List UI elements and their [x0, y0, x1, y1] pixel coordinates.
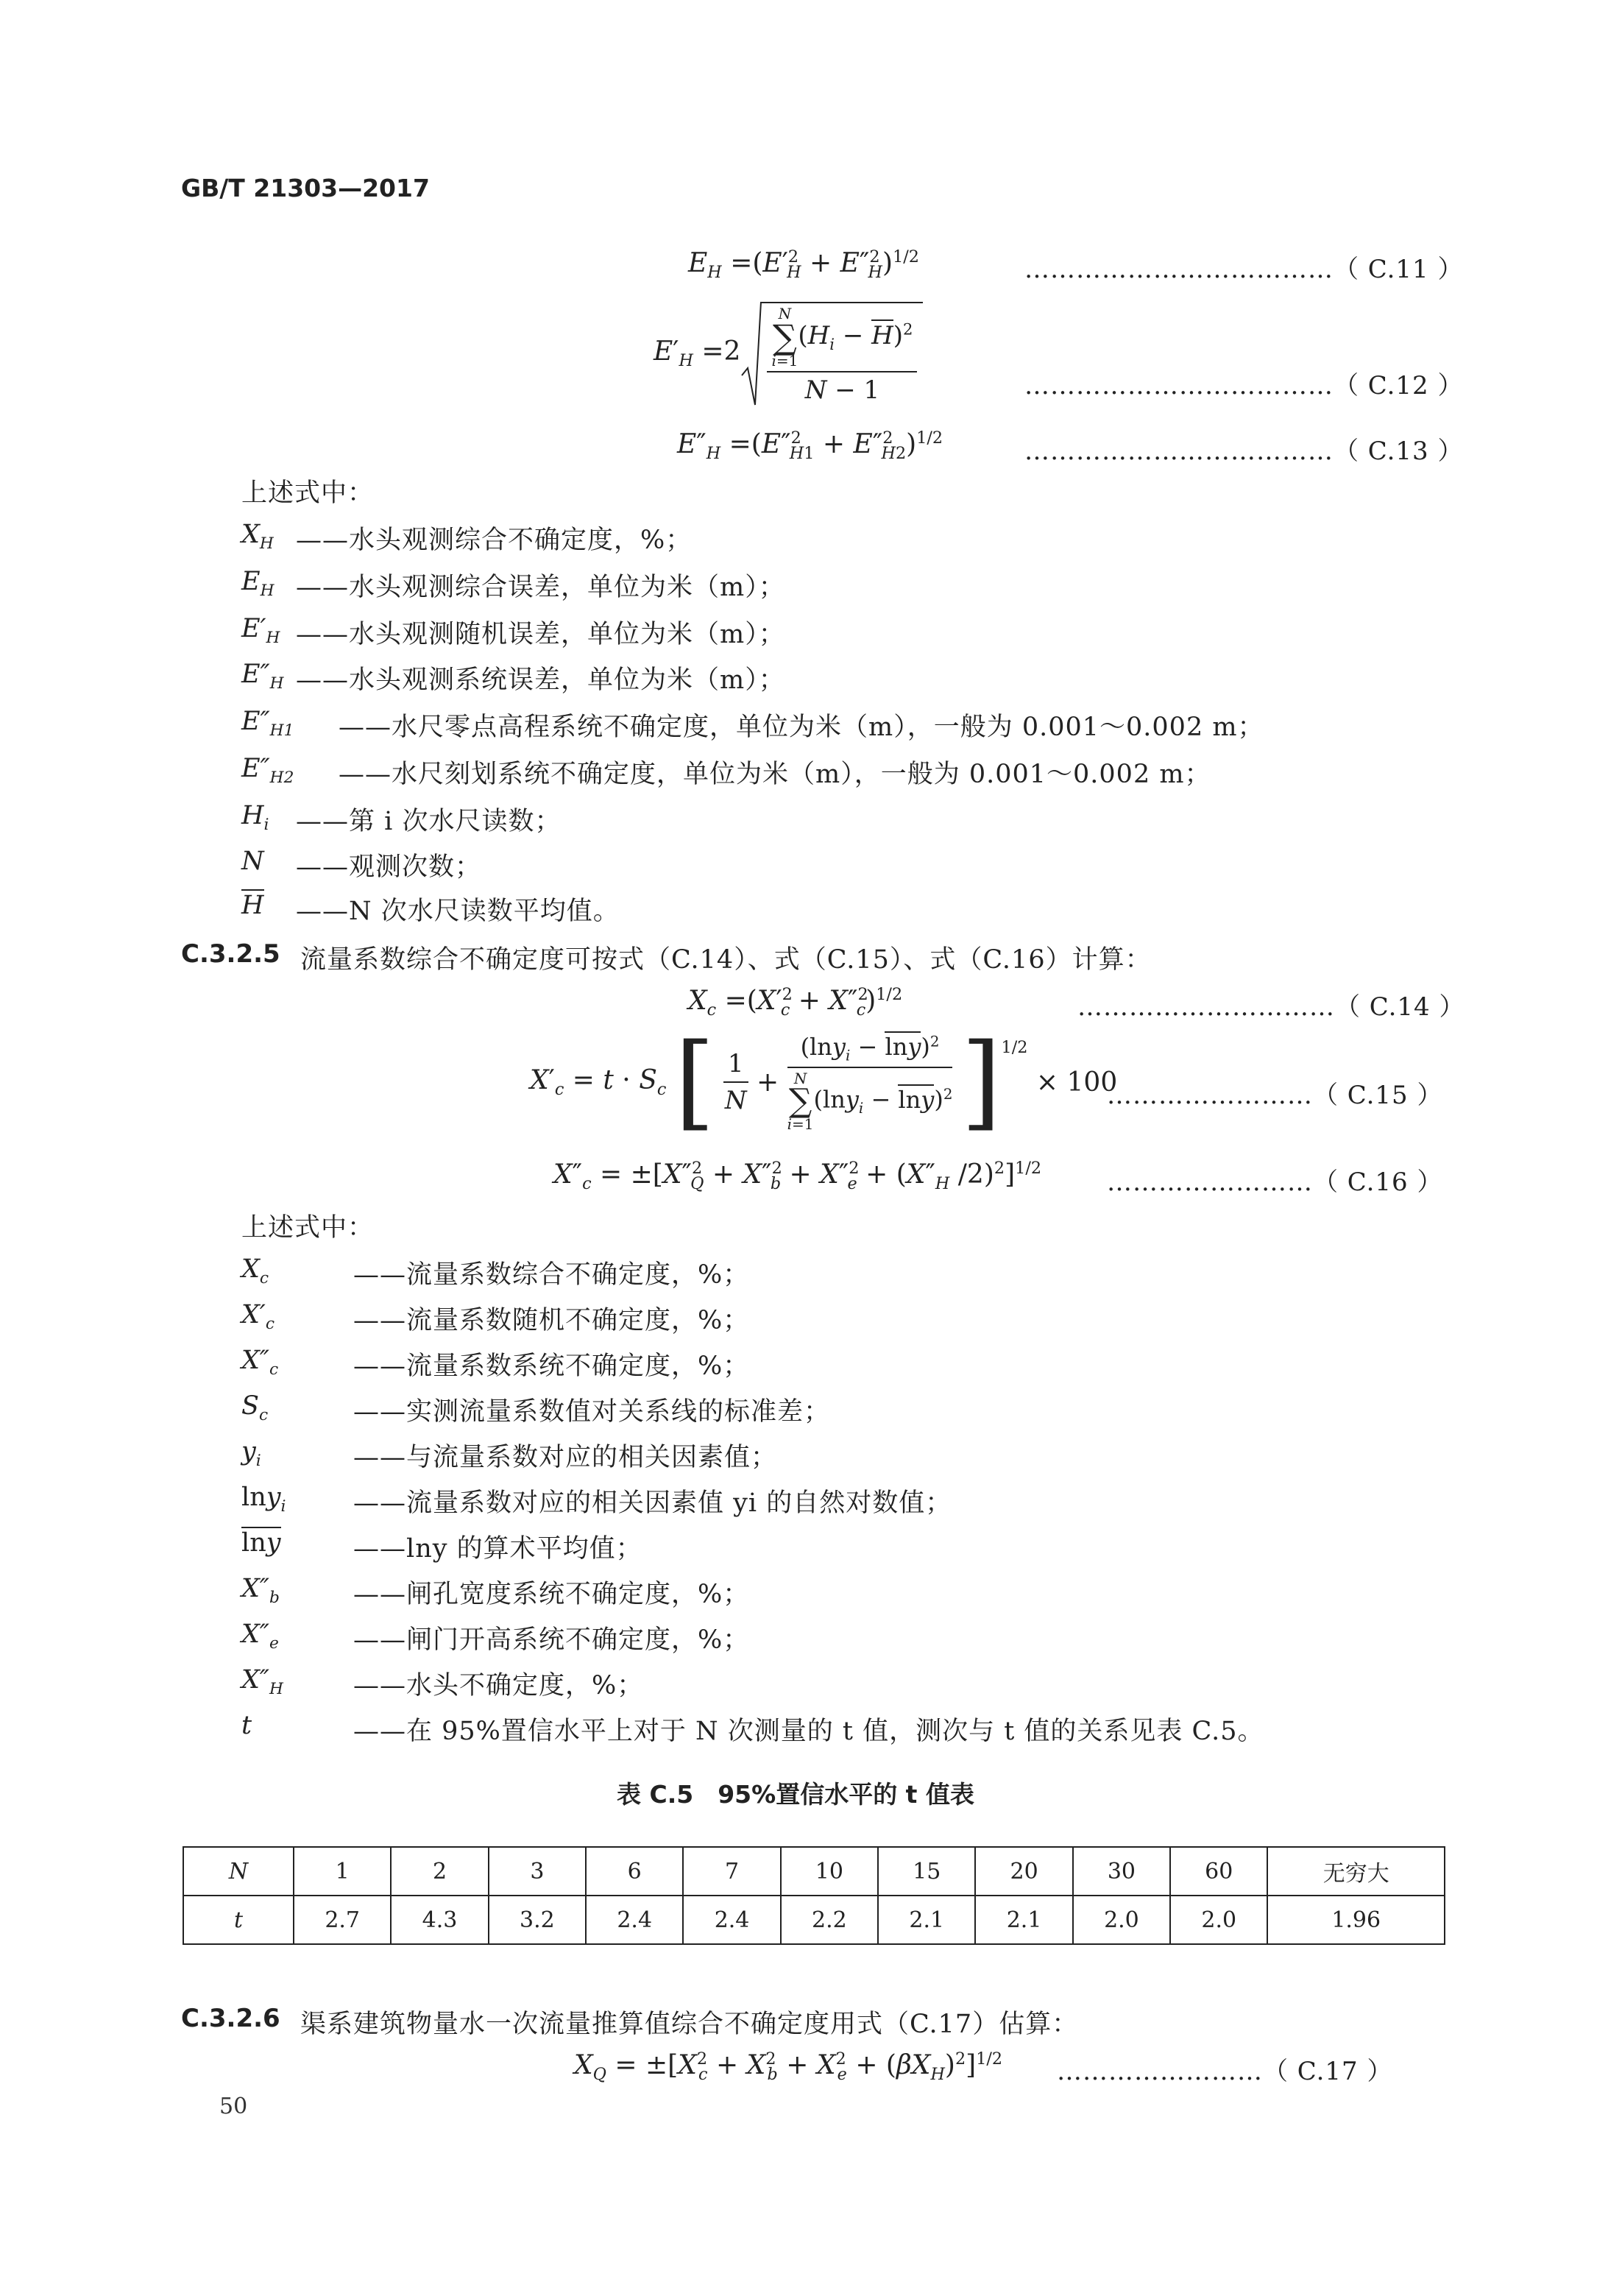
def-symbol: $E_H$	[241, 567, 275, 600]
table-row-n	[183, 1847, 1445, 1896]
section-text: 渠系建筑物量水一次流量推算值综合不确定度用式（C.17）估算：	[300, 2010, 1079, 2039]
def-symbol: $E'_H$	[241, 614, 280, 647]
t-value-table	[183, 1846, 1445, 1945]
def-symbol: $X'_c$	[241, 1300, 275, 1333]
section-number: C.3.2.5	[181, 939, 280, 969]
table-cell: 2	[391, 1847, 488, 1896]
def-description: ——水头观测综合误差，单位为米（m）；	[296, 573, 785, 602]
def-symbol: t	[241, 1711, 252, 1740]
def-symbol: $X_c$	[241, 1254, 269, 1287]
def-description: ——在 95%置信水平上对于 N 次测量的 t 值，测次与 t 值的关系见表 C.5。	[353, 1717, 1264, 1746]
table-header-cell: N	[183, 1847, 294, 1896]
table-cell: 15	[878, 1847, 975, 1896]
table-cell: 30	[1073, 1847, 1170, 1896]
def-description: ——水头观测综合不确定度，%；	[296, 526, 693, 555]
table-cell: 2.4	[683, 1896, 780, 1944]
equation-c11: $E_H =(E'^2_H + E''^2_H)^{1/2}$	[688, 247, 919, 283]
def-description: ——观测次数；	[296, 852, 482, 882]
def-symbol: $y_i$	[241, 1437, 261, 1470]
def-description: ——第 i 次水尺读数；	[296, 807, 562, 836]
def-symbol: N	[241, 847, 264, 876]
table-cell: 2.0	[1073, 1896, 1170, 1944]
def-symbol: $X''_c$	[241, 1346, 279, 1379]
equation-c16: $X''_c = \pm[X''^2_Q + X''^2_b + X''^2_e + (X''_H$ /2)$^2$]$^{1/2}$	[553, 1159, 1042, 1194]
table-cell: 2.4	[586, 1896, 683, 1944]
def-symbol: $E''_{H1}$	[241, 707, 294, 740]
table-cell: 1.96	[1267, 1896, 1445, 1944]
def-description: ——水头观测系统误差，单位为米（m）；	[296, 665, 785, 695]
def-description: ——水头观测随机误差，单位为米（m）；	[296, 620, 785, 649]
page-number: 50	[219, 2094, 248, 2119]
equation-number-c16: ……………………（ C.16 ）	[1107, 1168, 1443, 1197]
equation-number-c15: ……………………（ C.15 ）	[1107, 1081, 1443, 1110]
def-description: ——lny 的算术平均值；	[353, 1534, 642, 1564]
def-symbol: $X''_b$	[241, 1574, 280, 1607]
where-label: 上述式中：	[241, 478, 375, 508]
def-symbol: $X''_H$	[241, 1665, 283, 1698]
def-description: ——实测流量系数值对关系线的标准差；	[353, 1397, 831, 1427]
section-text: 流量系数综合不确定度可按式（C.14）、式（C.15）、式（C.16）计算：	[300, 945, 1152, 975]
def-description: ——流量系数对应的相关因素值 yi 的自然对数值；	[353, 1488, 952, 1518]
equation-c15: $X'_c = t \cdot S_c$ [ $\frac{1}{N}$ + $(\ln y_i - \ln y)^2$ N ∑ $i=1(\ln y_i - \ln y)^2$ ]$^{1/2}$ × 100	[530, 1022, 1118, 1142]
table-cell: 无穷大	[1267, 1847, 1445, 1896]
def-symbol: H	[241, 891, 264, 920]
equation-number-c17: ……………………（ C.17 ）	[1057, 2057, 1393, 2086]
equation-number-c11: ………………………………（ C.11 ）	[1024, 255, 1464, 284]
section-number: C.3.2.6	[181, 2004, 280, 2033]
table-header-cell: t	[183, 1896, 294, 1944]
equation-number-c13: ………………………………（ C.13 ）	[1024, 437, 1464, 466]
table-cell: 1	[294, 1847, 391, 1896]
equation-number-c12: ………………………………（ C.12 ）	[1024, 371, 1464, 400]
equation-c12: $E'_H =2$ N ∑ $i=1(H_i - H)^2$ N − 1	[654, 294, 923, 412]
def-description: ——水尺零点高程系统不确定度，单位为米（m），一般为 0.001～0.002 m；	[339, 713, 1264, 742]
standard-code: GB/T 21303—2017	[181, 174, 430, 202]
def-symbol: lny$_i$	[241, 1483, 286, 1516]
table-caption: 表 C.5 95%置信水平的 t 值表	[617, 1780, 974, 1809]
def-description: ——水尺刻划系统不确定度，单位为米（m），一般为 0.001～0.002 m；	[339, 760, 1211, 789]
equation-c13: $E''_H =(E''^2_{H1} + E''^2_{H2})^{1/2}$	[677, 428, 943, 464]
def-description: ——N 次水尺读数平均值。	[296, 897, 620, 926]
where-label: 上述式中：	[241, 1213, 375, 1243]
table-cell: 4.3	[391, 1896, 488, 1944]
table-cell: 2.2	[781, 1896, 878, 1944]
table-cell: 7	[683, 1847, 780, 1896]
def-description: ——流量系数随机不确定度，%；	[353, 1306, 750, 1335]
def-symbol: lny	[241, 1528, 281, 1558]
table-cell: 3	[489, 1847, 586, 1896]
table-cell: 2.0	[1170, 1896, 1267, 1944]
def-description: ——流量系数系统不确定度，%；	[353, 1352, 750, 1381]
def-description: ——闸门开高系统不确定度，%；	[353, 1625, 750, 1655]
equation-c17: $X_Q = \pm[X^2_c + X^2_b + X^2_e + (\beta X_H)^2]^{1/2}$	[574, 2049, 1003, 2085]
def-symbol: $H_i$	[241, 801, 269, 834]
def-description: ——流量系数综合不确定度，%；	[353, 1260, 750, 1290]
def-symbol: $E''_{H2}$	[241, 754, 294, 787]
def-symbol: $E''_H$	[241, 660, 284, 693]
table-cell: 3.2	[489, 1896, 586, 1944]
table-cell: 6	[586, 1847, 683, 1896]
equation-number-c14: …………………………（ C.14 ）	[1077, 992, 1465, 1022]
table-cell: 2.1	[975, 1896, 1072, 1944]
def-description: ——水头不确定度，%；	[353, 1671, 644, 1700]
equation-c14: $X_c =(X'^2_c + X''^2_c)^{1/2}$	[688, 985, 903, 1020]
def-symbol: $X''_e$	[241, 1619, 279, 1653]
table-row-t	[183, 1896, 1445, 1944]
def-description: ——闸孔宽度系统不确定度，%；	[353, 1580, 750, 1609]
table-cell: 10	[781, 1847, 878, 1896]
table-cell: 2.7	[294, 1896, 391, 1944]
def-description: ——与流量系数对应的相关因素值；	[353, 1443, 778, 1472]
table-cell: 60	[1170, 1847, 1267, 1896]
def-symbol: $X_H$	[241, 520, 274, 553]
table-cell: 20	[975, 1847, 1072, 1896]
sqrt-sign	[740, 294, 762, 412]
def-symbol: $S_c$	[241, 1391, 269, 1424]
table-cell: 2.1	[878, 1896, 975, 1944]
